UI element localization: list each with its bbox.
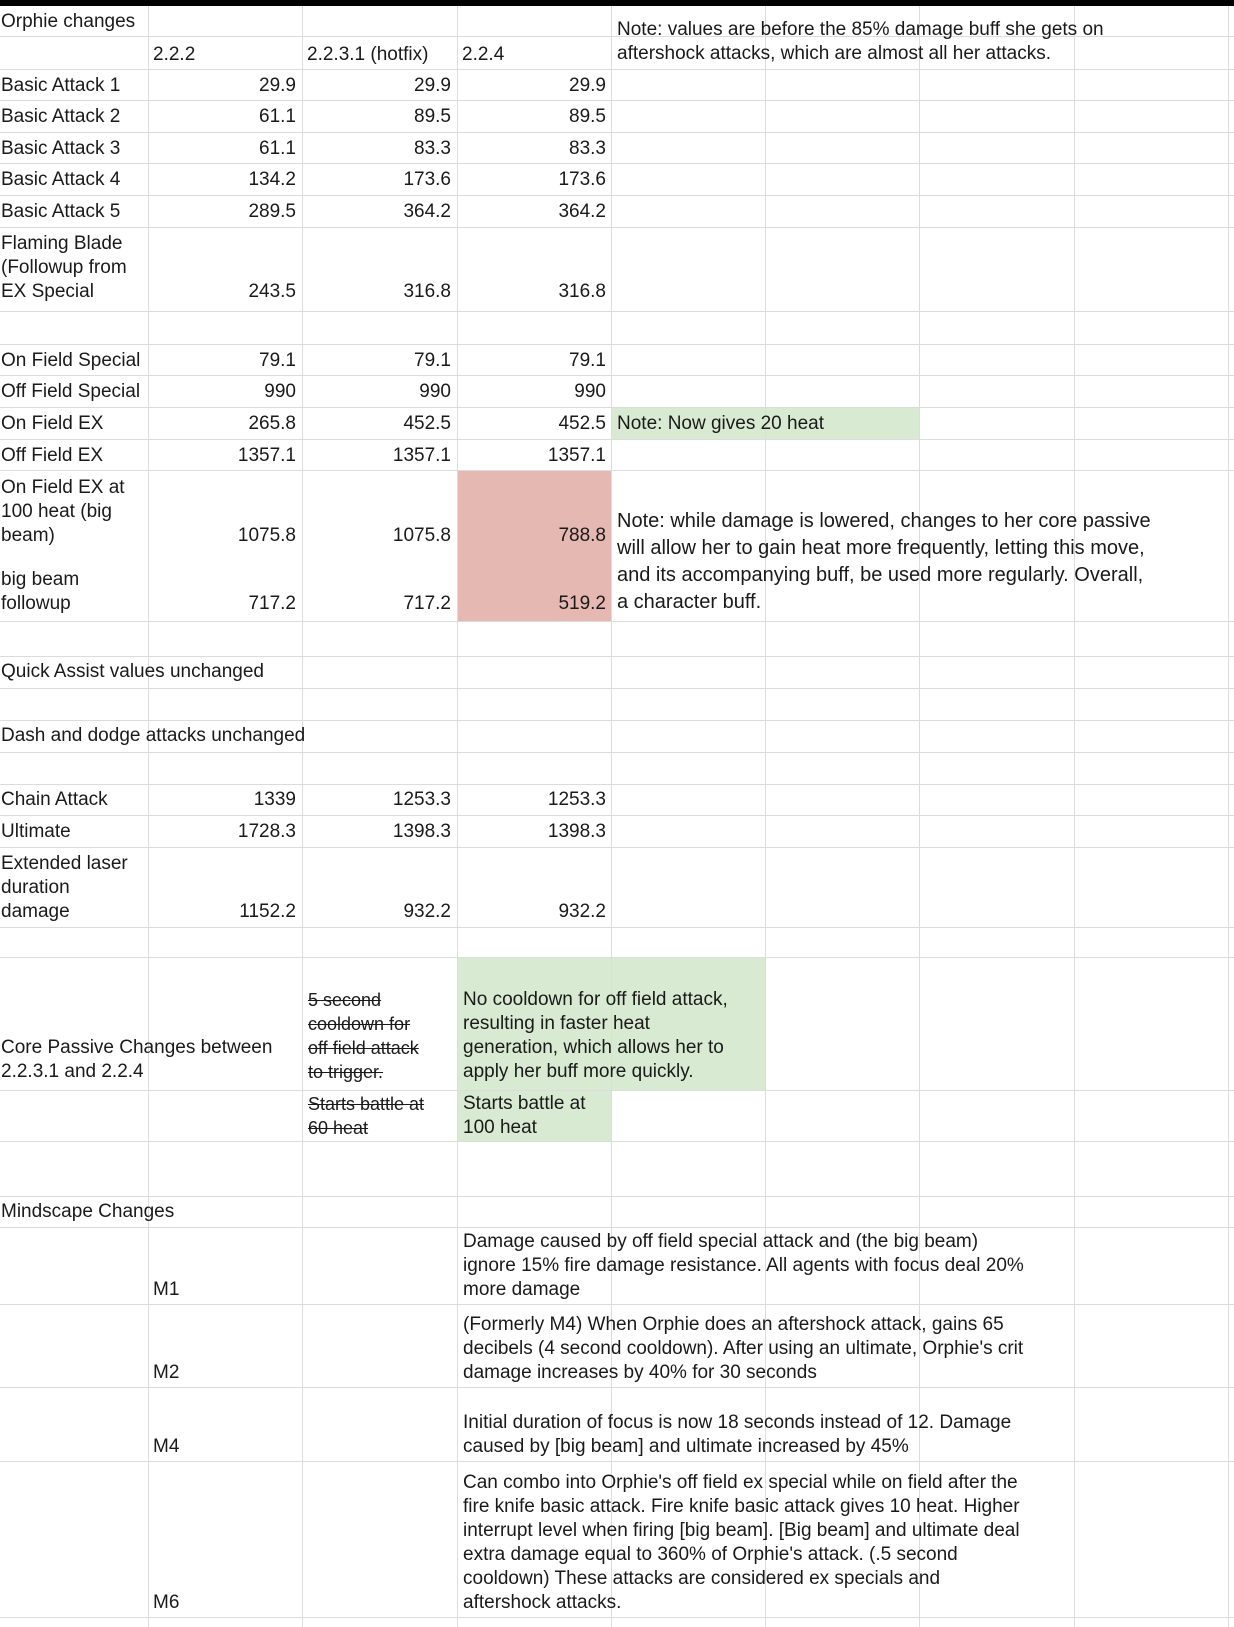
value-cell[interactable]: 243.5: [248, 281, 296, 302]
value-cell[interactable]: 990: [574, 381, 606, 402]
row-label[interactable]: Basic Attack 1: [1, 75, 121, 96]
grid-row-line: [0, 195, 1234, 196]
value-cell[interactable]: 717.2: [403, 593, 451, 614]
mindscape-text[interactable]: decibels (4 second cooldown). After using an ultimate, Orphie's crit: [463, 1338, 1024, 1359]
row-label[interactable]: Basic Attack 2: [1, 106, 121, 127]
row-label[interactable]: Flaming Blade: [1, 233, 123, 254]
old-cooldown-text[interactable]: cooldown for: [308, 1014, 411, 1034]
value-cell[interactable]: 1398.3: [547, 821, 606, 842]
row-label[interactable]: EX Special: [1, 281, 94, 302]
value-cell[interactable]: 990: [264, 381, 296, 402]
grid-row-line: [0, 1196, 1234, 1197]
grid-row-line: [0, 927, 1234, 928]
mindscape-text[interactable]: Damage caused by off field special attack and (the big beam): [463, 1231, 979, 1252]
value-cell[interactable]: 79.1: [569, 350, 606, 371]
grid-row-line: [0, 784, 1234, 785]
value-cell[interactable]: 29.9: [259, 75, 296, 96]
row-label[interactable]: On Field EX: [1, 413, 104, 434]
grid-row-line: [0, 1304, 1234, 1305]
heat-note[interactable]: Note: Now gives 20 heat: [617, 413, 825, 434]
grid-row-line: [0, 1090, 1234, 1091]
value-cell[interactable]: 79.1: [414, 350, 451, 371]
mindscape-text[interactable]: ignore 15% fire damage resistance. All agents with focus deal 20%: [463, 1255, 1024, 1276]
version-header[interactable]: 2.2.3.1 (hotfix): [307, 44, 429, 65]
spreadsheet-grid: [0, 6, 1234, 1627]
row-label[interactable]: Off Field Special: [1, 381, 141, 402]
value-cell[interactable]: 1357.1: [237, 445, 296, 466]
grid-row-line: [0, 1227, 1234, 1228]
grid-col-line: [1074, 6, 1075, 1627]
old-cooldown-text[interactable]: off field attack: [308, 1038, 419, 1058]
value-cell[interactable]: 29.9: [414, 75, 451, 96]
version-header[interactable]: 2.2.2: [153, 44, 196, 65]
grid-row-line: [0, 621, 1234, 622]
grid-row-line: [0, 752, 1234, 753]
row-label[interactable]: Basic Attack 3: [1, 138, 121, 159]
value-cell[interactable]: 83.3: [569, 138, 606, 159]
grid-row-line: [0, 1387, 1234, 1388]
new-heat-text[interactable]: 100 heat: [463, 1117, 537, 1138]
grid-row-line: [0, 470, 1234, 471]
grid-row-line: [0, 656, 1234, 657]
value-cell[interactable]: 265.8: [248, 413, 296, 434]
row-label[interactable]: big beam: [1, 569, 80, 590]
mindscape-text[interactable]: more damage: [463, 1279, 581, 1300]
value-cell[interactable]: 1398.3: [392, 821, 451, 842]
mindscape-name[interactable]: M6: [153, 1592, 180, 1613]
value-cell[interactable]: 788.8: [558, 525, 606, 546]
grid-row-line: [0, 957, 1234, 958]
value-cell[interactable]: 29.9: [569, 75, 606, 96]
value-cell[interactable]: 173.6: [558, 169, 606, 190]
new-cooldown-text[interactable]: generation, which allows her to: [463, 1037, 724, 1058]
value-cell[interactable]: 79.1: [259, 350, 296, 371]
grid-col-line: [1228, 6, 1229, 1627]
value-cell[interactable]: 83.3: [414, 138, 451, 159]
quick-assist-note[interactable]: Quick Assist values unchanged: [1, 661, 264, 682]
new-heat-text[interactable]: Starts battle at: [463, 1093, 586, 1114]
beam-note-line[interactable]: a character buff.: [617, 591, 762, 613]
value-cell[interactable]: 1357.1: [392, 445, 451, 466]
value-cell[interactable]: 452.5: [558, 413, 606, 434]
grid-row-line: [0, 1617, 1234, 1618]
mindscape-text[interactable]: Initial duration of focus is now 18 seconds instead of 12. Damage: [463, 1412, 1012, 1433]
value-cell[interactable]: 289.5: [248, 201, 296, 222]
mindscape-title[interactable]: Mindscape Changes: [1, 1201, 175, 1222]
mindscape-text[interactable]: fire knife basic attack. Fire knife basic attack gives 10 heat. Higher: [463, 1496, 1020, 1517]
row-label[interactable]: (Followup from: [1, 257, 127, 278]
grid-col-line: [457, 6, 458, 1627]
grid-row-line: [0, 311, 1234, 312]
beam-note-line[interactable]: and its accompanying buff, be used more regularly. Overall,: [617, 564, 1144, 586]
row-label[interactable]: duration: [1, 877, 70, 898]
row-label[interactable]: On Field EX at: [1, 477, 125, 498]
beam-note-line[interactable]: Note: while damage is lowered, changes to her core passive: [617, 510, 1151, 532]
row-label[interactable]: Extended laser: [1, 853, 128, 874]
mindscape-text[interactable]: (Formerly M4) When Orphie does an aftershock attack, gains 65: [463, 1314, 1004, 1335]
value-cell[interactable]: 134.2: [248, 169, 296, 190]
new-cooldown-text[interactable]: resulting in faster heat: [463, 1013, 650, 1034]
row-label[interactable]: beam): [1, 525, 55, 546]
row-label[interactable]: Basic Attack 4: [1, 169, 121, 190]
value-cell[interactable]: 173.6: [403, 169, 451, 190]
top-note-line[interactable]: aftershock attacks, which are almost all her attacks.: [617, 43, 1052, 64]
version-header[interactable]: 2.2.4: [462, 44, 505, 65]
dash-dodge-note[interactable]: Dash and dodge attacks unchanged: [1, 725, 306, 746]
top-note-line[interactable]: Note: values are before the 85% damage buff she gets on: [617, 19, 1104, 40]
value-cell[interactable]: 89.5: [569, 106, 606, 127]
grid-row-line: [0, 1461, 1234, 1462]
sheet-title[interactable]: Orphie changes: [1, 11, 136, 32]
grid-col-line: [148, 6, 149, 1627]
core-passive-label[interactable]: Core Passive Changes between: [1, 1037, 273, 1058]
mindscape-text[interactable]: cooldown) These attacks are considered ex specials and: [463, 1568, 941, 1589]
row-label[interactable]: Chain Attack: [1, 789, 108, 810]
grid-col-line: [302, 6, 303, 1627]
beam-note-line[interactable]: will allow her to gain heat more frequently, letting this move,: [617, 537, 1145, 559]
value-cell[interactable]: 452.5: [403, 413, 451, 434]
grid-row-line: [0, 815, 1234, 816]
row-label[interactable]: On Field Special: [1, 350, 141, 371]
mindscape-text[interactable]: damage increases by 40% for 30 seconds: [463, 1362, 817, 1383]
mindscape-name[interactable]: M1: [153, 1279, 180, 1300]
grid-row-line: [0, 163, 1234, 164]
mindscape-text[interactable]: aftershock attacks.: [463, 1592, 622, 1613]
value-cell[interactable]: 1253.3: [392, 789, 451, 810]
row-label[interactable]: followup: [1, 593, 71, 614]
grid-row-line: [0, 100, 1234, 101]
row-label[interactable]: damage: [1, 901, 70, 922]
new-cooldown-text[interactable]: apply her buff more quickly.: [463, 1061, 694, 1082]
mindscape-text[interactable]: extra damage equal to 360% of Orphie's attack. (.5 second: [463, 1544, 958, 1565]
mindscape-name[interactable]: M4: [153, 1436, 180, 1457]
grid-row-line: [0, 227, 1234, 228]
grid-row-line: [0, 132, 1234, 133]
value-cell[interactable]: 1075.8: [392, 525, 451, 546]
value-cell[interactable]: 1152.2: [239, 901, 296, 922]
value-cell[interactable]: 1357.1: [547, 445, 606, 466]
grid-row-line: [0, 688, 1234, 689]
value-cell[interactable]: 1339: [253, 789, 296, 810]
value-cell[interactable]: 1728.3: [237, 821, 296, 842]
value-cell[interactable]: 61.1: [259, 106, 296, 127]
mindscape-text[interactable]: interrupt level when firing [big beam]. [Big beam] and ultimate deal: [463, 1520, 1020, 1541]
grid-row-line: [0, 720, 1234, 721]
core-passive-label[interactable]: 2.2.3.1 and 2.2.4: [1, 1061, 144, 1082]
grid-row-line: [0, 847, 1234, 848]
grid-row-line: [0, 69, 1234, 70]
old-cooldown-text[interactable]: to trigger.: [308, 1062, 384, 1082]
row-label[interactable]: Off Field EX: [1, 445, 104, 466]
grid-row-line: [0, 375, 1234, 376]
value-cell[interactable]: 316.8: [403, 281, 451, 302]
value-cell[interactable]: 364.2: [558, 201, 606, 222]
row-label[interactable]: Basic Attack 5: [1, 201, 121, 222]
row-label[interactable]: 100 heat (big: [1, 501, 112, 522]
value-cell[interactable]: 932.2: [558, 901, 606, 922]
old-heat-text[interactable]: 60 heat: [308, 1118, 369, 1138]
grid-row-line: [0, 439, 1234, 440]
mindscape-name[interactable]: M2: [153, 1362, 180, 1383]
value-cell[interactable]: 717.2: [248, 593, 296, 614]
value-cell[interactable]: 316.8: [558, 281, 606, 302]
grid-row-line: [0, 1141, 1234, 1142]
grid-row-line: [0, 344, 1234, 345]
old-cooldown-text[interactable]: 5 second: [308, 990, 382, 1010]
value-cell[interactable]: 61.1: [259, 138, 296, 159]
row-label[interactable]: Ultimate: [1, 821, 71, 842]
mindscape-text[interactable]: Can combo into Orphie's off field ex special while on field after the: [463, 1472, 1018, 1493]
grid-col-line: [919, 6, 920, 1627]
value-cell[interactable]: 1253.3: [547, 789, 606, 810]
value-cell[interactable]: 1075.8: [237, 525, 296, 546]
value-cell[interactable]: 932.2: [403, 901, 451, 922]
value-cell[interactable]: 364.2: [403, 201, 451, 222]
old-heat-text[interactable]: Starts battle at: [308, 1094, 425, 1114]
mindscape-text[interactable]: caused by [big beam] and ultimate increased by 45%: [463, 1436, 909, 1457]
new-cooldown-text[interactable]: No cooldown for off field attack,: [463, 989, 728, 1010]
value-cell[interactable]: 89.5: [414, 106, 451, 127]
value-cell[interactable]: 990: [419, 381, 451, 402]
value-cell[interactable]: 519.2: [558, 593, 606, 614]
grid-row-line: [0, 407, 1234, 408]
